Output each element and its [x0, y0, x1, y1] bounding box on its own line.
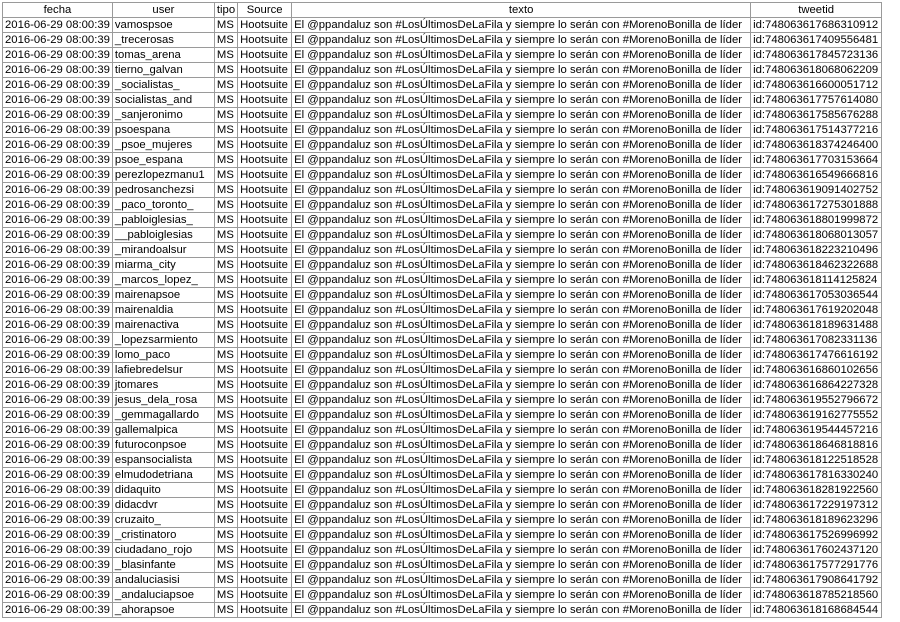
cell-source[interactable]: Hootsuite	[238, 33, 292, 48]
cell-source[interactable]: Hootsuite	[238, 198, 292, 213]
cell-tipo[interactable]: MS	[214, 213, 237, 228]
table-row	[3, 183, 882, 198]
cell-user[interactable]: andaluciasisi	[112, 573, 214, 588]
cell-user[interactable]: lomo_paco	[112, 348, 214, 363]
cell-fecha[interactable]: 2016-06-29 08:00:39	[3, 18, 113, 33]
cell-texto[interactable]: El @ppandaluz son #LosÚltimosDeLaFila y siempre lo serán con #MorenoBonilla de líder	[292, 168, 751, 183]
table-row	[3, 33, 882, 48]
cell-source[interactable]: Hootsuite	[238, 588, 292, 603]
cell-user[interactable]: elmudodetriana	[112, 468, 214, 483]
cell-tweetid[interactable]: id:748063617703153664	[751, 153, 882, 168]
cell-user[interactable]: _andaluciapsoe	[112, 588, 214, 603]
cell-tipo[interactable]: MS	[214, 63, 237, 78]
cell-user[interactable]: _trecerosas	[112, 33, 214, 48]
table-row	[3, 513, 882, 528]
cell-texto[interactable]: El @ppandaluz son #LosÚltimosDeLaFila y siempre lo serán con #MorenoBonilla de líder	[292, 48, 751, 63]
cell-user[interactable]: _blasinfante	[112, 558, 214, 573]
cell-fecha[interactable]: 2016-06-29 08:00:39	[3, 138, 113, 153]
cell-tipo[interactable]: MS	[214, 408, 237, 423]
cell-fecha[interactable]: 2016-06-29 08:00:39	[3, 168, 113, 183]
cell-source[interactable]: Hootsuite	[238, 288, 292, 303]
cell-user[interactable]: _pabloiglesias_	[112, 213, 214, 228]
cell-texto[interactable]: El @ppandaluz son #LosÚltimosDeLaFila y siempre lo serán con #MorenoBonilla de líder	[292, 423, 751, 438]
cell-texto[interactable]: El @ppandaluz son #LosÚltimosDeLaFila y siempre lo serán con #MorenoBonilla de líder	[292, 123, 751, 138]
cell-texto[interactable]: El @ppandaluz son #LosÚltimosDeLaFila y siempre lo serán con #MorenoBonilla de líder	[292, 213, 751, 228]
table-row	[3, 288, 882, 303]
cell-tipo[interactable]: MS	[214, 573, 237, 588]
cell-tipo[interactable]: MS	[214, 378, 237, 393]
cell-tweetid[interactable]: id:748063618785218560	[751, 588, 882, 603]
cell-fecha[interactable]: 2016-06-29 08:00:39	[3, 333, 113, 348]
cell-fecha[interactable]: 2016-06-29 08:00:39	[3, 228, 113, 243]
cell-source[interactable]: Hootsuite	[238, 183, 292, 198]
cell-tweetid[interactable]: id:748063616864227328	[751, 378, 882, 393]
table-row	[3, 348, 882, 363]
cell-user[interactable]: gallemalpica	[112, 423, 214, 438]
cell-tweetid[interactable]: id:748063618068062209	[751, 63, 882, 78]
cell-texto[interactable]: El @ppandaluz son #LosÚltimosDeLaFila y siempre lo serán con #MorenoBonilla de líder	[292, 498, 751, 513]
cell-fecha[interactable]: 2016-06-29 08:00:39	[3, 393, 113, 408]
cell-tipo[interactable]: MS	[214, 78, 237, 93]
cell-tweetid[interactable]: id:748063617476616192	[751, 348, 882, 363]
cell-fecha[interactable]: 2016-06-29 08:00:39	[3, 363, 113, 378]
cell-source[interactable]: Hootsuite	[238, 543, 292, 558]
cell-texto[interactable]: El @ppandaluz son #LosÚltimosDeLaFila y siempre lo serán con #MorenoBonilla de líder	[292, 408, 751, 423]
header-row	[3, 3, 882, 18]
cell-source[interactable]: Hootsuite	[238, 378, 292, 393]
cell-fecha[interactable]: 2016-06-29 08:00:39	[3, 543, 113, 558]
table-row	[3, 78, 882, 93]
cell-texto[interactable]: El @ppandaluz son #LosÚltimosDeLaFila y siempre lo serán con #MorenoBonilla de líder	[292, 78, 751, 93]
cell-texto[interactable]: El @ppandaluz son #LosÚltimosDeLaFila y siempre lo serán con #MorenoBonilla de líder	[292, 153, 751, 168]
cell-user[interactable]: __pabloiglesias	[112, 228, 214, 243]
table-row	[3, 378, 882, 393]
cell-tipo[interactable]: MS	[214, 513, 237, 528]
cell-user[interactable]: didaquito	[112, 483, 214, 498]
cell-tipo[interactable]: MS	[214, 603, 237, 618]
tweets-table	[2, 2, 882, 618]
table-body	[3, 18, 882, 618]
cell-fecha[interactable]: 2016-06-29 08:00:39	[3, 48, 113, 63]
cell-user[interactable]: _ahorapsoe	[112, 603, 214, 618]
cell-user[interactable]: psoespana	[112, 123, 214, 138]
cell-texto[interactable]: El @ppandaluz son #LosÚltimosDeLaFila y siempre lo serán con #MorenoBonilla de líder	[292, 603, 751, 618]
cell-tweetid[interactable]: id:748063616549666816	[751, 168, 882, 183]
column-header-source[interactable]: Source	[238, 3, 292, 18]
table-row	[3, 558, 882, 573]
cell-source[interactable]: Hootsuite	[238, 363, 292, 378]
cell-tipo[interactable]: MS	[214, 333, 237, 348]
cell-fecha[interactable]: 2016-06-29 08:00:39	[3, 273, 113, 288]
column-header-fecha[interactable]: fecha	[3, 3, 113, 18]
cell-source[interactable]: Hootsuite	[238, 393, 292, 408]
table-row	[3, 468, 882, 483]
cell-tweetid[interactable]: id:748063618122518528	[751, 453, 882, 468]
table-row	[3, 588, 882, 603]
cell-source[interactable]: Hootsuite	[238, 423, 292, 438]
table-row	[3, 318, 882, 333]
cell-texto[interactable]: El @ppandaluz son #LosÚltimosDeLaFila y siempre lo serán con #MorenoBonilla de líder	[292, 228, 751, 243]
cell-fecha[interactable]: 2016-06-29 08:00:39	[3, 153, 113, 168]
cell-tweetid[interactable]: id:748063617409556481	[751, 33, 882, 48]
cell-user[interactable]: cruzaito_	[112, 513, 214, 528]
cell-texto[interactable]: El @ppandaluz son #LosÚltimosDeLaFila y siempre lo serán con #MorenoBonilla de líder	[292, 588, 751, 603]
cell-source[interactable]: Hootsuite	[238, 258, 292, 273]
cell-source[interactable]: Hootsuite	[238, 153, 292, 168]
table-row	[3, 198, 882, 213]
cell-source[interactable]: Hootsuite	[238, 108, 292, 123]
cell-texto[interactable]: El @ppandaluz son #LosÚltimosDeLaFila y siempre lo serán con #MorenoBonilla de líder	[292, 288, 751, 303]
cell-fecha[interactable]: 2016-06-29 08:00:39	[3, 558, 113, 573]
cell-tweetid[interactable]: id:748063616600051712	[751, 78, 882, 93]
cell-tipo[interactable]: MS	[214, 153, 237, 168]
cell-tipo[interactable]: MS	[214, 303, 237, 318]
cell-user[interactable]: lafiebredelsur	[112, 363, 214, 378]
cell-tweetid[interactable]: id:748063618068013057	[751, 228, 882, 243]
cell-tipo[interactable]: MS	[214, 123, 237, 138]
cell-tipo[interactable]: MS	[214, 93, 237, 108]
cell-user[interactable]: mairenapsoe	[112, 288, 214, 303]
cell-tweetid[interactable]: id:748063618223210496	[751, 243, 882, 258]
cell-source[interactable]: Hootsuite	[238, 78, 292, 93]
cell-tipo[interactable]: MS	[214, 288, 237, 303]
cell-tipo[interactable]: MS	[214, 318, 237, 333]
cell-user[interactable]: _gemmagallardo	[112, 408, 214, 423]
cell-tweetid[interactable]: id:748063619162775552	[751, 408, 882, 423]
cell-texto[interactable]: El @ppandaluz son #LosÚltimosDeLaFila y siempre lo serán con #MorenoBonilla de líder	[292, 303, 751, 318]
cell-user[interactable]: vamospsoe	[112, 18, 214, 33]
cell-fecha[interactable]: 2016-06-29 08:00:39	[3, 63, 113, 78]
cell-fecha[interactable]: 2016-06-29 08:00:39	[3, 453, 113, 468]
cell-tipo[interactable]: MS	[214, 258, 237, 273]
cell-fecha[interactable]: 2016-06-29 08:00:39	[3, 258, 113, 273]
cell-tipo[interactable]: MS	[214, 168, 237, 183]
cell-tweetid[interactable]: id:748063617908641792	[751, 573, 882, 588]
table-row	[3, 63, 882, 78]
cell-tipo[interactable]: MS	[214, 48, 237, 63]
column-header-texto[interactable]: texto	[292, 3, 751, 18]
cell-user[interactable]: miarma_city	[112, 258, 214, 273]
cell-fecha[interactable]: 2016-06-29 08:00:39	[3, 33, 113, 48]
cell-fecha[interactable]: 2016-06-29 08:00:39	[3, 468, 113, 483]
table-row	[3, 543, 882, 558]
cell-tweetid[interactable]: id:748063617602437120	[751, 543, 882, 558]
cell-tweetid[interactable]: id:748063617585676288	[751, 108, 882, 123]
table-row	[3, 258, 882, 273]
cell-user[interactable]: _marcos_lopez_	[112, 273, 214, 288]
table-row	[3, 498, 882, 513]
cell-user[interactable]: pedrosanchezsi	[112, 183, 214, 198]
cell-tweetid[interactable]: id:748063618281922560	[751, 483, 882, 498]
cell-user[interactable]: _cristinatoro	[112, 528, 214, 543]
column-header-user[interactable]: user	[112, 3, 214, 18]
cell-source[interactable]: Hootsuite	[238, 558, 292, 573]
cell-fecha[interactable]: 2016-06-29 08:00:39	[3, 588, 113, 603]
cell-user[interactable]: _socialistas_	[112, 78, 214, 93]
table-row	[3, 438, 882, 453]
cell-fecha[interactable]: 2016-06-29 08:00:39	[3, 123, 113, 138]
cell-fecha[interactable]: 2016-06-29 08:00:39	[3, 573, 113, 588]
cell-texto[interactable]: El @ppandaluz son #LosÚltimosDeLaFila y siempre lo serán con #MorenoBonilla de líder	[292, 198, 751, 213]
cell-fecha[interactable]: 2016-06-29 08:00:39	[3, 528, 113, 543]
cell-user[interactable]: _sanjeronimo	[112, 108, 214, 123]
cell-tweetid[interactable]: id:748063618189631488	[751, 318, 882, 333]
table-row	[3, 423, 882, 438]
cell-fecha[interactable]: 2016-06-29 08:00:39	[3, 498, 113, 513]
cell-texto[interactable]: El @ppandaluz son #LosÚltimosDeLaFila y siempre lo serán con #MorenoBonilla de líder	[292, 393, 751, 408]
cell-texto[interactable]: El @ppandaluz son #LosÚltimosDeLaFila y siempre lo serán con #MorenoBonilla de líder	[292, 333, 751, 348]
cell-user[interactable]: _mirandoalsur	[112, 243, 214, 258]
table-row	[3, 453, 882, 468]
cell-user[interactable]: _paco_toronto_	[112, 198, 214, 213]
cell-texto[interactable]: El @ppandaluz son #LosÚltimosDeLaFila y siempre lo serán con #MorenoBonilla de líder	[292, 273, 751, 288]
cell-tweetid[interactable]: id:748063617526996992	[751, 528, 882, 543]
cell-source[interactable]: Hootsuite	[238, 513, 292, 528]
table-row	[3, 393, 882, 408]
cell-tipo[interactable]: MS	[214, 438, 237, 453]
cell-fecha[interactable]: 2016-06-29 08:00:39	[3, 423, 113, 438]
cell-texto[interactable]: El @ppandaluz son #LosÚltimosDeLaFila y siempre lo serán con #MorenoBonilla de líder	[292, 468, 751, 483]
table-row	[3, 333, 882, 348]
cell-texto[interactable]: El @ppandaluz son #LosÚltimosDeLaFila y siempre lo serán con #MorenoBonilla de líder	[292, 483, 751, 498]
cell-source[interactable]: Hootsuite	[238, 438, 292, 453]
cell-source[interactable]: Hootsuite	[238, 123, 292, 138]
cell-texto[interactable]: El @ppandaluz son #LosÚltimosDeLaFila y siempre lo serán con #MorenoBonilla de líder	[292, 513, 751, 528]
cell-source[interactable]: Hootsuite	[238, 348, 292, 363]
cell-tipo[interactable]: MS	[214, 363, 237, 378]
table-row	[3, 138, 882, 153]
cell-texto[interactable]: El @ppandaluz son #LosÚltimosDeLaFila y siempre lo serán con #MorenoBonilla de líder	[292, 243, 751, 258]
cell-texto[interactable]: El @ppandaluz son #LosÚltimosDeLaFila y siempre lo serán con #MorenoBonilla de líder	[292, 258, 751, 273]
cell-source[interactable]: Hootsuite	[238, 228, 292, 243]
cell-source[interactable]: Hootsuite	[238, 138, 292, 153]
cell-fecha[interactable]: 2016-06-29 08:00:39	[3, 198, 113, 213]
cell-source[interactable]: Hootsuite	[238, 18, 292, 33]
cell-tweetid[interactable]: id:748063618374246400	[751, 138, 882, 153]
cell-tweetid[interactable]: id:748063618189623296	[751, 513, 882, 528]
cell-texto[interactable]: El @ppandaluz son #LosÚltimosDeLaFila y siempre lo serán con #MorenoBonilla de líder	[292, 378, 751, 393]
column-header-tipo[interactable]: tipo	[214, 3, 237, 18]
cell-tipo[interactable]: MS	[214, 543, 237, 558]
cell-tipo[interactable]: MS	[214, 33, 237, 48]
table-row	[3, 108, 882, 123]
cell-source[interactable]: Hootsuite	[238, 333, 292, 348]
cell-tipo[interactable]: MS	[214, 198, 237, 213]
cell-texto[interactable]: El @ppandaluz son #LosÚltimosDeLaFila y siempre lo serán con #MorenoBonilla de líder	[292, 138, 751, 153]
cell-fecha[interactable]: 2016-06-29 08:00:39	[3, 318, 113, 333]
cell-source[interactable]: Hootsuite	[238, 483, 292, 498]
table-row	[3, 213, 882, 228]
table-row	[3, 483, 882, 498]
cell-source[interactable]: Hootsuite	[238, 498, 292, 513]
cell-texto[interactable]: El @ppandaluz son #LosÚltimosDeLaFila y siempre lo serán con #MorenoBonilla de líder	[292, 63, 751, 78]
cell-fecha[interactable]: 2016-06-29 08:00:39	[3, 483, 113, 498]
cell-user[interactable]: perezlopezmanu1	[112, 168, 214, 183]
cell-user[interactable]: jesus_dela_rosa	[112, 393, 214, 408]
cell-source[interactable]: Hootsuite	[238, 168, 292, 183]
table-row	[3, 228, 882, 243]
cell-source[interactable]: Hootsuite	[238, 318, 292, 333]
cell-texto[interactable]: El @ppandaluz son #LosÚltimosDeLaFila y siempre lo serán con #MorenoBonilla de líder	[292, 348, 751, 363]
cell-fecha[interactable]: 2016-06-29 08:00:39	[3, 303, 113, 318]
cell-source[interactable]: Hootsuite	[238, 453, 292, 468]
cell-source[interactable]: Hootsuite	[238, 273, 292, 288]
cell-user[interactable]: tierno_galvan	[112, 63, 214, 78]
cell-source[interactable]: Hootsuite	[238, 93, 292, 108]
cell-user[interactable]: psoe_espana	[112, 153, 214, 168]
cell-tweetid[interactable]: id:748063618801999872	[751, 213, 882, 228]
cell-texto[interactable]: El @ppandaluz son #LosÚltimosDeLaFila y siempre lo serán con #MorenoBonilla de líder	[292, 363, 751, 378]
cell-user[interactable]: espansocialista	[112, 453, 214, 468]
cell-user[interactable]: futuroconpsoe	[112, 438, 214, 453]
cell-user[interactable]: tomas_arena	[112, 48, 214, 63]
cell-tweetid[interactable]: id:748063618114125824	[751, 273, 882, 288]
cell-user[interactable]: _lopezsarmiento	[112, 333, 214, 348]
cell-texto[interactable]: El @ppandaluz son #LosÚltimosDeLaFila y siempre lo serán con #MorenoBonilla de líder	[292, 438, 751, 453]
cell-fecha[interactable]: 2016-06-29 08:00:39	[3, 603, 113, 618]
cell-tipo[interactable]: MS	[214, 393, 237, 408]
cell-tweetid[interactable]: id:748063616860102656	[751, 363, 882, 378]
cell-tipo[interactable]: MS	[214, 558, 237, 573]
cell-tipo[interactable]: MS	[214, 273, 237, 288]
cell-tipo[interactable]: MS	[214, 483, 237, 498]
cell-texto[interactable]: El @ppandaluz son #LosÚltimosDeLaFila y siempre lo serán con #MorenoBonilla de líder	[292, 108, 751, 123]
cell-tipo[interactable]: MS	[214, 588, 237, 603]
cell-source[interactable]: Hootsuite	[238, 48, 292, 63]
cell-source[interactable]: Hootsuite	[238, 468, 292, 483]
cell-tweetid[interactable]: id:748063619091402752	[751, 183, 882, 198]
cell-source[interactable]: Hootsuite	[238, 603, 292, 618]
cell-source[interactable]: Hootsuite	[238, 243, 292, 258]
table-row	[3, 93, 882, 108]
cell-user[interactable]: ciudadano_rojo	[112, 543, 214, 558]
cell-tipo[interactable]: MS	[214, 18, 237, 33]
cell-tipo[interactable]: MS	[214, 468, 237, 483]
cell-tipo[interactable]: MS	[214, 348, 237, 363]
cell-tweetid[interactable]: id:748063617816330240	[751, 468, 882, 483]
cell-texto[interactable]: El @ppandaluz son #LosÚltimosDeLaFila y siempre lo serán con #MorenoBonilla de líder	[292, 573, 751, 588]
table-row	[3, 273, 882, 288]
cell-tweetid[interactable]: id:748063617619202048	[751, 303, 882, 318]
cell-source[interactable]: Hootsuite	[238, 63, 292, 78]
cell-user[interactable]: jtomares	[112, 378, 214, 393]
table-row	[3, 528, 882, 543]
cell-source[interactable]: Hootsuite	[238, 573, 292, 588]
cell-tipo[interactable]: MS	[214, 528, 237, 543]
cell-texto[interactable]: El @ppandaluz son #LosÚltimosDeLaFila y siempre lo serán con #MorenoBonilla de líder	[292, 453, 751, 468]
cell-tweetid[interactable]: id:748063619552796672	[751, 393, 882, 408]
cell-user[interactable]: _psoe_mujeres	[112, 138, 214, 153]
table-row	[3, 363, 882, 378]
cell-fecha[interactable]: 2016-06-29 08:00:39	[3, 213, 113, 228]
table-row	[3, 168, 882, 183]
table-row	[3, 303, 882, 318]
table-row	[3, 123, 882, 138]
cell-tipo[interactable]: MS	[214, 423, 237, 438]
table-row	[3, 603, 882, 618]
cell-tweetid[interactable]: id:748063617053036544	[751, 288, 882, 303]
cell-tipo[interactable]: MS	[214, 243, 237, 258]
cell-tweetid[interactable]: id:748063618646818816	[751, 438, 882, 453]
table-row	[3, 48, 882, 63]
cell-tipo[interactable]: MS	[214, 183, 237, 198]
cell-source[interactable]: Hootsuite	[238, 303, 292, 318]
cell-tipo[interactable]: MS	[214, 453, 237, 468]
cell-source[interactable]: Hootsuite	[238, 528, 292, 543]
cell-texto[interactable]: El @ppandaluz son #LosÚltimosDeLaFila y siempre lo serán con #MorenoBonilla de líder	[292, 93, 751, 108]
cell-tweetid[interactable]: id:748063618462322688	[751, 258, 882, 273]
cell-user[interactable]: socialistas_and	[112, 93, 214, 108]
cell-tweetid[interactable]: id:748063617082331136	[751, 333, 882, 348]
cell-fecha[interactable]: 2016-06-29 08:00:39	[3, 378, 113, 393]
cell-user[interactable]: mairenaldia	[112, 303, 214, 318]
cell-fecha[interactable]: 2016-06-29 08:00:39	[3, 93, 113, 108]
cell-texto[interactable]: El @ppandaluz son #LosÚltimosDeLaFila y siempre lo serán con #MorenoBonilla de líder	[292, 558, 751, 573]
cell-tweetid[interactable]: id:748063617229197312	[751, 498, 882, 513]
cell-fecha[interactable]: 2016-06-29 08:00:39	[3, 243, 113, 258]
cell-tipo[interactable]: MS	[214, 228, 237, 243]
cell-texto[interactable]: El @ppandaluz son #LosÚltimosDeLaFila y siempre lo serán con #MorenoBonilla de líder	[292, 18, 751, 33]
cell-fecha[interactable]: 2016-06-29 08:00:39	[3, 348, 113, 363]
cell-fecha[interactable]: 2016-06-29 08:00:39	[3, 438, 113, 453]
table-row	[3, 153, 882, 168]
cell-fecha[interactable]: 2016-06-29 08:00:39	[3, 408, 113, 423]
cell-fecha[interactable]: 2016-06-29 08:00:39	[3, 183, 113, 198]
cell-tweetid[interactable]: id:748063618168684544	[751, 603, 882, 618]
cell-texto[interactable]: El @ppandaluz son #LosÚltimosDeLaFila y siempre lo serán con #MorenoBonilla de líder	[292, 543, 751, 558]
cell-texto[interactable]: El @ppandaluz son #LosÚltimosDeLaFila y siempre lo serán con #MorenoBonilla de líder	[292, 33, 751, 48]
cell-tweetid[interactable]: id:748063617757614080	[751, 93, 882, 108]
cell-texto[interactable]: El @ppandaluz son #LosÚltimosDeLaFila y siempre lo serán con #MorenoBonilla de líder	[292, 183, 751, 198]
cell-user[interactable]: didacdvr	[112, 498, 214, 513]
cell-fecha[interactable]: 2016-06-29 08:00:39	[3, 288, 113, 303]
cell-fecha[interactable]: 2016-06-29 08:00:39	[3, 513, 113, 528]
cell-tweetid[interactable]: id:748063617275301888	[751, 198, 882, 213]
cell-source[interactable]: Hootsuite	[238, 408, 292, 423]
cell-tipo[interactable]: MS	[214, 138, 237, 153]
cell-tweetid[interactable]: id:748063617845723136	[751, 48, 882, 63]
cell-tweetid[interactable]: id:748063617686310912	[751, 18, 882, 33]
cell-tipo[interactable]: MS	[214, 498, 237, 513]
table-row	[3, 573, 882, 588]
column-header-tweetid[interactable]: tweetid	[751, 3, 882, 18]
cell-tweetid[interactable]: id:748063617514377216	[751, 123, 882, 138]
cell-texto[interactable]: El @ppandaluz son #LosÚltimosDeLaFila y siempre lo serán con #MorenoBonilla de líder	[292, 528, 751, 543]
cell-tipo[interactable]: MS	[214, 108, 237, 123]
cell-source[interactable]: Hootsuite	[238, 213, 292, 228]
cell-texto[interactable]: El @ppandaluz son #LosÚltimosDeLaFila y siempre lo serán con #MorenoBonilla de líder	[292, 318, 751, 333]
table-row	[3, 18, 882, 33]
cell-fecha[interactable]: 2016-06-29 08:00:39	[3, 108, 113, 123]
cell-user[interactable]: mairenactiva	[112, 318, 214, 333]
table-row	[3, 408, 882, 423]
cell-tweetid[interactable]: id:748063617577291776	[751, 558, 882, 573]
table-row	[3, 243, 882, 258]
cell-fecha[interactable]: 2016-06-29 08:00:39	[3, 78, 113, 93]
cell-tweetid[interactable]: id:748063619544457216	[751, 423, 882, 438]
